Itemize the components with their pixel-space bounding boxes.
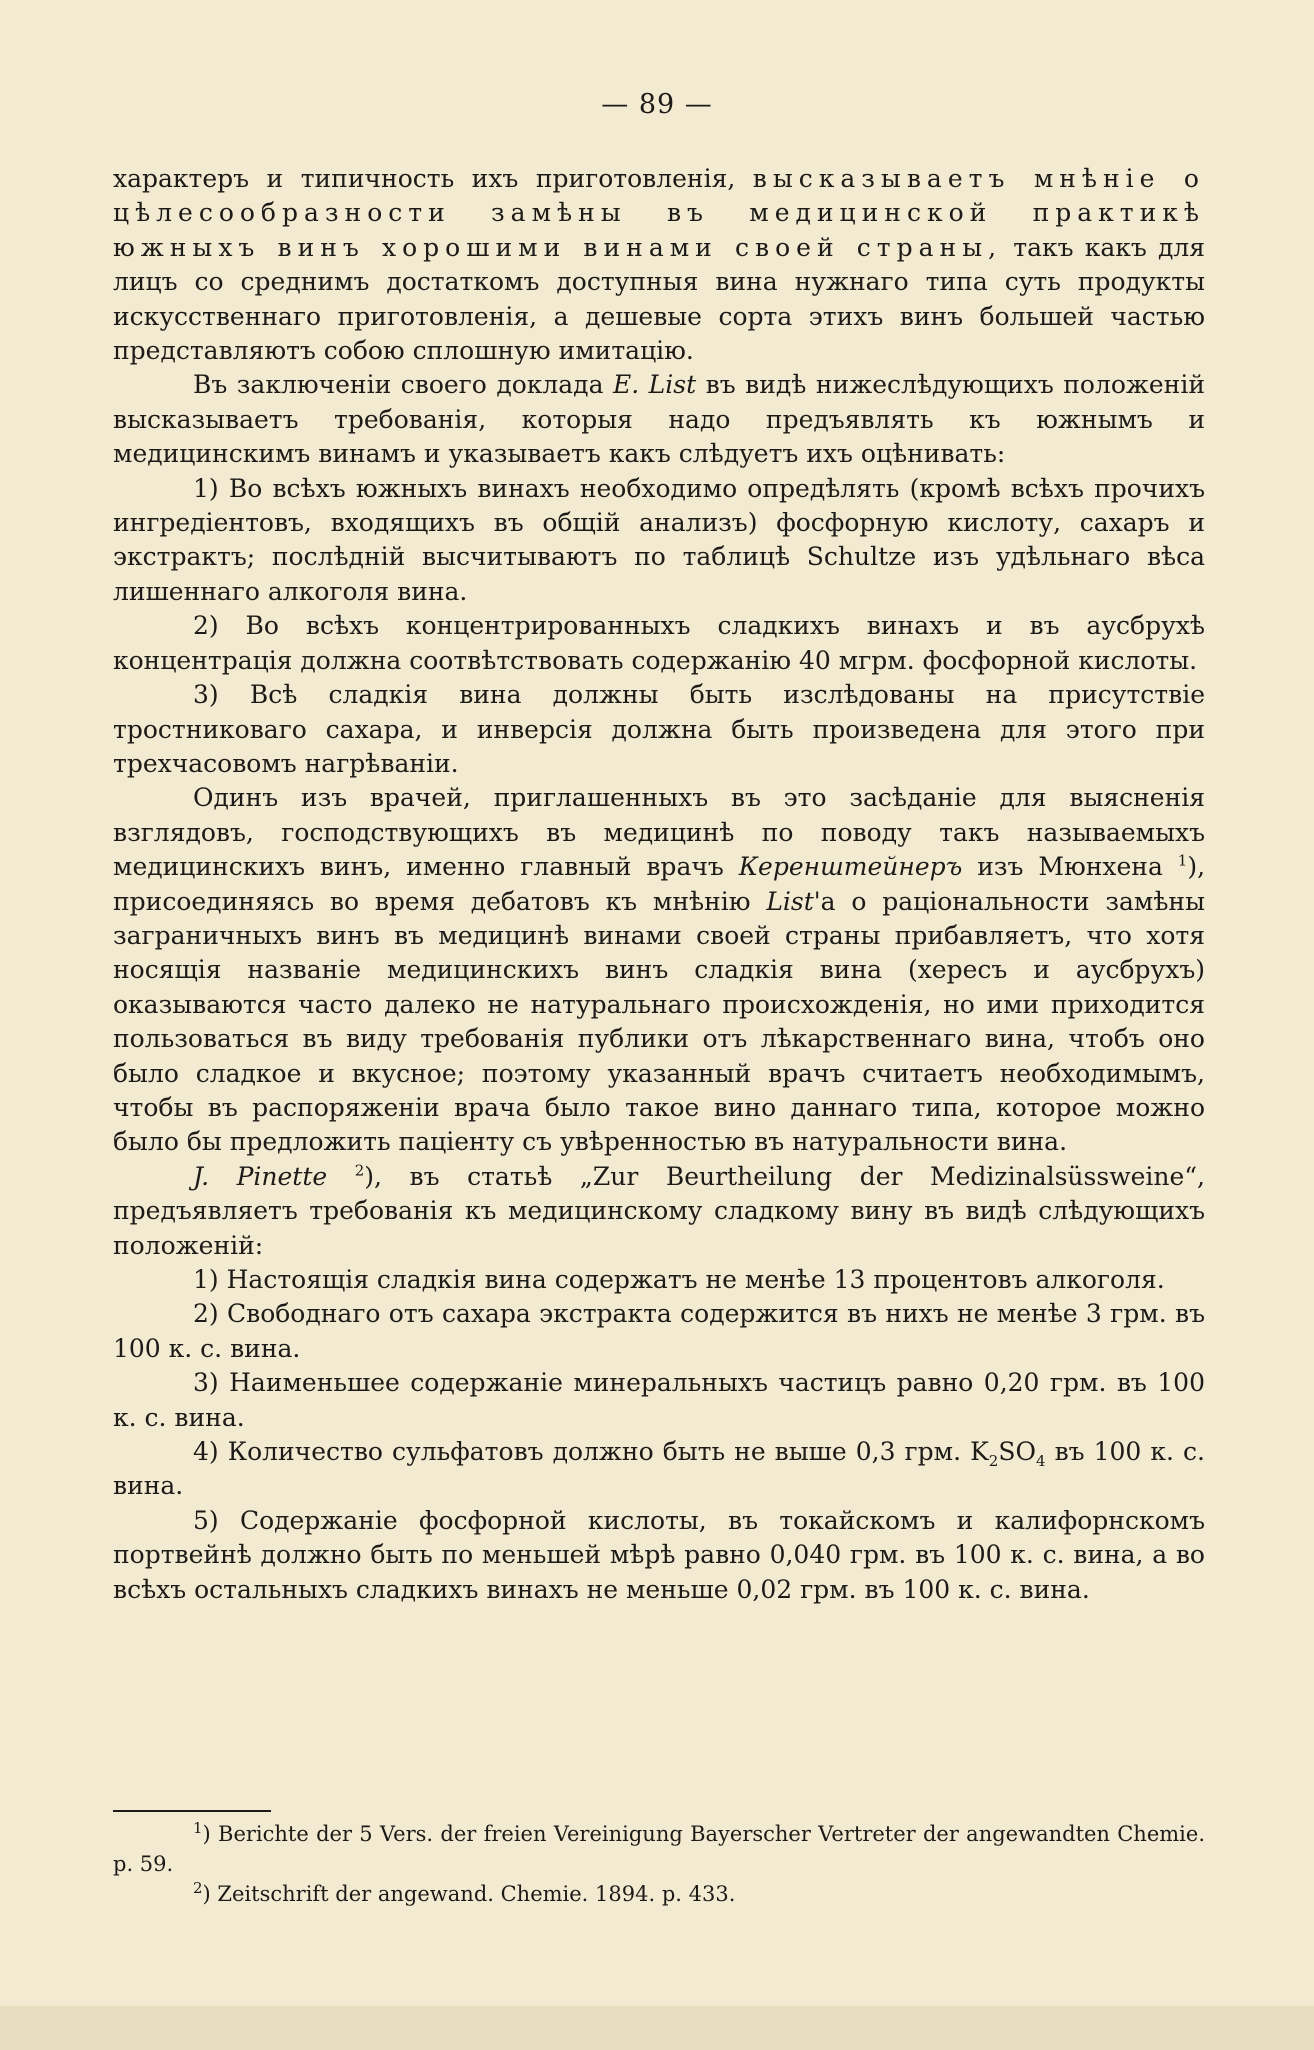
footnote [113, 1879, 1205, 1909]
footnotes [113, 1819, 1205, 1909]
text-run: въ 100 к. с. вина. [113, 1437, 1205, 1501]
footnote-text: ) Zeitschrift der angewand. Chemie. 1894. p. 433. [202, 1882, 736, 1906]
footnote-text: ) Berichte der 5 Vers. der freien Vereinigung Bayerscher Vertreter der angewandten Chemie. p. 59. [113, 1822, 1205, 1876]
list-item: 3) Наименьшее содержаніе минеральныхъ частицъ равно 0,20 грм. въ 100 к. с. вина. [113, 1368, 1205, 1432]
text-run: ), въ статьѣ „Zur Beurtheilung der Medizinalsüssweine“, предъявляетъ требованія къ медицинскому сладкому вину въ видѣ слѣдующихъ положеній: [113, 1161, 1206, 1260]
paragraph [113, 368, 1205, 471]
author-name: E. List [612, 370, 697, 400]
footnote [113, 1819, 1205, 1879]
page-number: — 89 — [601, 89, 713, 120]
text-run: такъ какъ для лицъ со среднимъ достаткомъ доступныя вина нужнаго типа суть продукты искусственнаго приготовленія, а дешевые сорта этихъ винъ большей частью представляютъ собою сплошную имитацію. [113, 232, 1205, 366]
paragraph [113, 1160, 1205, 1263]
text-run: 'а о раціональности замѣны заграничныхъ винъ въ медицинѣ винами своей страны прибавляетъ, что хотя носящія названіе медицинскихъ винъ сладкія вина (хересъ и аусбрухъ) оказываются часто далеко не натуральнаго происхожденія, но ими приходится пользоваться въ виду требованія публики отъ лѣкарственнаго вина, чтобъ оно было сладкое и вкусное; поэтому указанный врачъ считаетъ необходимымъ, чтобы въ распоряженіи врача было такое вино даннаго типа, которое можно было бы предложить паціенту съ увѣренностью въ натуральности вина. [113, 886, 1205, 1157]
footnote-divider [113, 1810, 271, 1812]
list-item: 1) Настоящія сладкія вина содержатъ не менѣе 13 процентовъ алкоголя. [193, 1265, 1165, 1294]
list-item: 2) Свободнаго отъ сахара экстракта содержится въ нихъ не менѣе 3 грм. въ 100 к. с. вина. [113, 1299, 1205, 1363]
text-run: Въ заключеніи своего доклада [193, 370, 613, 400]
spaced-emphasis: высказываетъ мнѣніе о цѣлесообразности замѣны въ медицинской практикѣ южныхъ винъ хорошими винами своей страны, [113, 164, 1205, 262]
list-item: 3) Всѣ сладкія вина должны быть изслѣдованы на присутствіе тростниковаго сахара, и инверсія должна быть произведена для этого при трехчасовомъ нагрѣваніи. [113, 680, 1205, 778]
text-run: ), присоединяясь во время дебатовъ къ мнѣнію [113, 852, 1206, 916]
list-item [113, 1435, 1205, 1504]
subscript: 2 [988, 1452, 999, 1471]
text-run: въ видѣ нижеслѣдующихъ положеній высказываетъ требованія, которыя надо предъявлять къ южнымъ и медицинскимъ винамъ и указываетъ какъ слѣдуетъ ихъ оцѣнивать: [113, 370, 1205, 469]
author-name: J. Pinette [193, 1161, 328, 1191]
footnote-ref: 1 [1177, 851, 1188, 870]
footnote-ref: 2 [354, 1161, 365, 1180]
text-run: SO [998, 1437, 1036, 1467]
paragraph [113, 781, 1205, 1159]
author-name: List [766, 886, 814, 916]
text-run: 4) Количество сульфатовъ должно быть не выше 0,3 грм. K [193, 1437, 989, 1467]
list-item: 2) Во всѣхъ концентрированныхъ сладкихъ винахъ и въ аусбрухѣ концентрація должна соотвѣтствовать содержанію 40 мгрм. фосфорной кислоты. [113, 611, 1205, 675]
text-run: характеръ и типичность ихъ приготовленія, [113, 164, 753, 193]
list-item: 1) Во всѣхъ южныхъ винахъ необходимо опредѣлять (кромѣ всѣхъ прочихъ ингредіентовъ, входящихъ въ общій анализъ) фосфорную кислоту, сахаръ и экстрактъ; послѣдній высчитываютъ по таблицѣ Schultze изъ удѣльнаго вѣса лишеннаго алкоголя вина. [113, 473, 1205, 606]
paragraph [113, 162, 1205, 368]
main-text [113, 162, 1205, 1607]
subscript: 4 [1035, 1452, 1046, 1471]
person-name: Керенштейнеръ [738, 852, 963, 882]
text-run: изъ Мюнхена [962, 852, 1178, 882]
text-run: Одинъ изъ врачей, приглашенныхъ въ это засѣданіе для выясненія взглядовъ, господствующихъ въ медицинѣ по поводу такъ называемыхъ медицинскихъ винъ, именно главный врачъ [113, 783, 1205, 882]
footnote-mark: 2 [193, 1879, 203, 1897]
list-item: 5) Содержаніе фосфорной кислоты, въ токайскомъ и калифорнскомъ портвейнѣ должно быть по меньшей мѣрѣ равно 0,040 грм. въ 100 к. с. вина, а во всѣхъ остальныхъ сладкихъ винахъ не меньше 0,02 грм. въ 100 к. с. вина. [113, 1505, 1205, 1604]
footnote-mark: 1 [193, 1819, 203, 1837]
